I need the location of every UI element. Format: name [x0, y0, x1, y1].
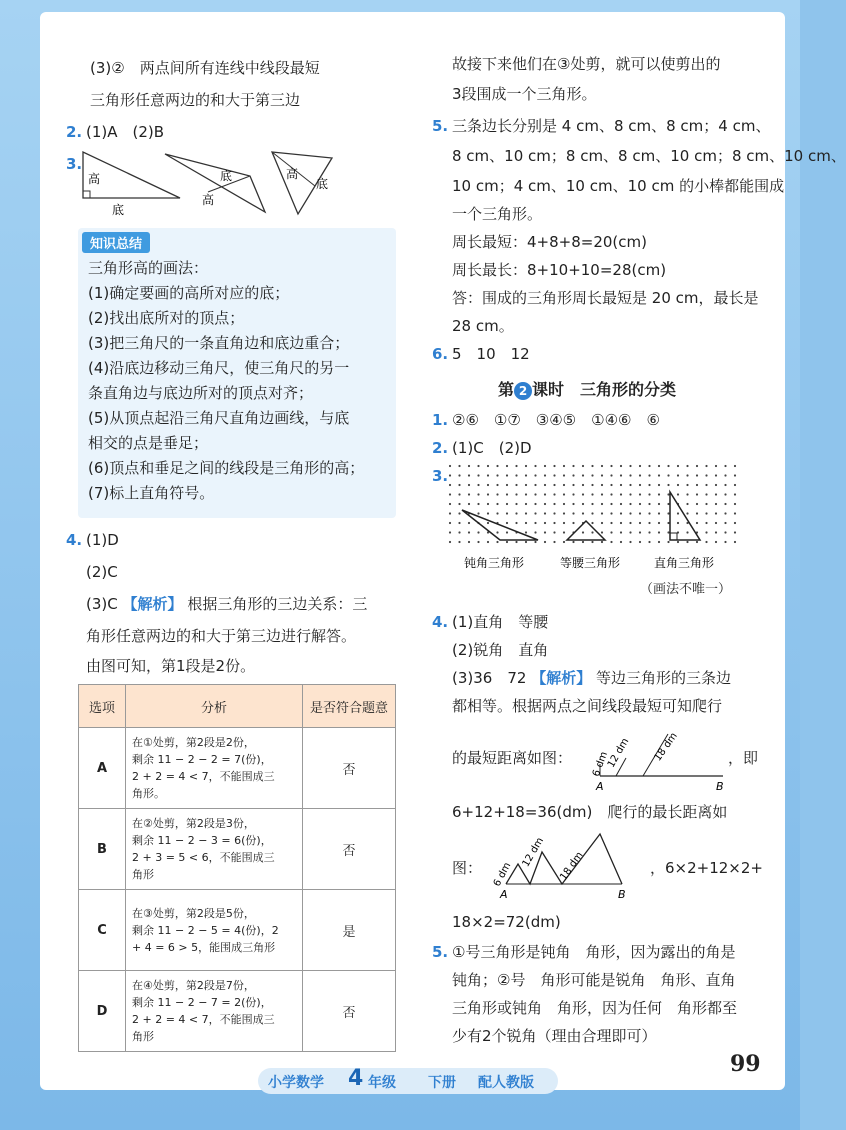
q4-3-answer: (3)C — [86, 595, 118, 613]
right-line-2: 3段围成一个三角形。 — [452, 85, 597, 103]
q4-3-text-3: 由图可知，第1段是2份。 — [86, 657, 256, 675]
analysis-line: 剩余 11 − 2 − 7 = 2(份)， — [132, 996, 272, 1009]
point-a: A — [596, 780, 604, 793]
c5-line: 少有2个锐角（理由合理即可） — [452, 1027, 657, 1045]
q5-line: 答：围成的三角形周长最短是 20 cm，最长是 — [452, 289, 759, 307]
analysis-line: 在①处剪，第2段是2份， — [132, 736, 255, 749]
c4-3-text-2: 都相等。根据两点之间线段最短可知爬行 — [452, 697, 723, 715]
right-line-1: 故接下来他们在③处剪，就可以使剪出的 — [452, 55, 721, 73]
analysis-line: 在③处剪，第2段是5份， — [132, 906, 255, 920]
analysis-line: 2 + 2 = 4 < 7，不能围成三 — [132, 1013, 275, 1026]
right-label: 直角三角形 — [654, 556, 715, 570]
c4-3-analysis-tag: 【解析】 — [531, 669, 592, 687]
c4-2: (2)锐角 直角 — [452, 641, 549, 659]
q5-line: 一个三角形。 — [452, 205, 543, 223]
analysis-line: + 4 = 6 > 5，能围成三角形 — [132, 940, 276, 954]
analysis-line: 剩余 11 − 2 − 2 = 7(份)， — [132, 753, 272, 766]
obtuse-label: 钝角三角形 — [464, 556, 525, 570]
k-line: 三角形高的画法： — [88, 259, 209, 277]
q4-1: (1)D — [86, 531, 119, 549]
triangle-2 — [165, 154, 265, 212]
q4-3-text-2: 角形任意两边的和大于第三边进行解答。 — [86, 627, 357, 645]
c4-1: (1)直角 等腰 — [452, 613, 549, 631]
analysis-cell — [126, 728, 303, 809]
dot-grid-figure — [448, 464, 748, 574]
q2-number: 2. — [66, 123, 83, 141]
analysis-table — [78, 684, 396, 1052]
c5-line: 钝角；②号 角形可能是锐角 角形、直角 — [452, 971, 736, 989]
q6-answer: 5 10 12 — [452, 345, 530, 363]
c3-number: 3. — [432, 467, 449, 485]
c4-3-text-4: ，即 — [728, 749, 759, 767]
q4-3-text: 根据三角形的三边关系：三 — [187, 595, 368, 613]
point-a: A — [500, 888, 508, 901]
answer-cell: 是 — [303, 890, 396, 971]
k-line: 相交的点是垂足； — [88, 434, 209, 452]
isosceles-label: 等腰三角形 — [560, 556, 621, 570]
q5-line: 10 cm；4 cm、10 cm、10 cm 的小棒都能围成 — [452, 177, 785, 195]
table-header: 选项 — [79, 685, 126, 728]
table-header: 分析 — [126, 685, 303, 728]
q2-answer: (1)A (2)B — [86, 123, 165, 141]
q4-3-line — [86, 594, 367, 614]
analysis-cell — [126, 971, 303, 1052]
heading-lesson-number: 2 — [514, 382, 532, 400]
k-line: (2)找出底所对的顶点； — [88, 309, 245, 327]
analysis-line: 剩余 11 − 2 − 3 = 6(份)， — [132, 834, 272, 847]
shortest-path-figure — [588, 724, 738, 796]
heading-title: 课时 三角形的分类 — [532, 380, 677, 399]
q5-line: 周长最长：8+10+10=28(cm) — [452, 261, 667, 279]
q5-line: 三条边长分别是 4 cm、8 cm、8 cm；4 cm、 — [452, 117, 771, 135]
analysis-line: 在②处剪，第2段是3份， — [132, 817, 255, 830]
option-cell: D — [79, 971, 126, 1052]
table-row — [79, 890, 396, 971]
c4-3-text-7: ，6×2+12×2+ — [650, 859, 763, 877]
drawing-note: （画法不唯一） — [640, 582, 732, 597]
q5-line: 28 cm。 — [452, 317, 514, 335]
knowledge-summary-title: 知识总结 — [82, 232, 150, 253]
dot-grid — [448, 464, 738, 548]
footer-edition: 配人教版 — [478, 1075, 534, 1091]
point-b: B — [716, 780, 724, 793]
analysis-cell — [126, 890, 303, 971]
c1-answer: ②⑥ ①⑦ ③④⑤ ①④⑥ ⑥ — [452, 411, 660, 429]
c4-3-text-5: 6+12+18=36(dm) 爬行的最长距离如 — [452, 803, 728, 821]
triangle-3-base-label: 底 — [316, 177, 329, 191]
left-line-2: 三角形任意两边的和大于第三边 — [90, 91, 301, 109]
analysis-cell — [126, 809, 303, 890]
label-6dm: 6 dm — [590, 750, 610, 779]
footer-banner — [258, 1068, 558, 1094]
table-header-row — [79, 685, 396, 728]
triangle-2-base-label: 底 — [220, 169, 233, 183]
q5-number: 5. — [432, 117, 449, 135]
option-cell: C — [79, 890, 126, 971]
c5-number: 5. — [432, 943, 449, 961]
c4-3-line — [452, 668, 731, 688]
c5-line: 三角形或钝角 角形，因为任何 角形都至 — [452, 999, 738, 1017]
c5-line: ①号三角形是钝角 角形，因为露出的角是 — [452, 943, 736, 961]
footer-grade: 年级 — [368, 1075, 396, 1091]
analysis-line: 2 + 3 = 5 < 6，不能围成三 — [132, 851, 275, 864]
k-line: (4)沿底边移动三角尺，使三角尺的另一 — [88, 359, 350, 377]
label-12dm: 12 dm — [605, 736, 632, 770]
k-line: (3)把三角尺的一条直角边和底边重合； — [88, 334, 350, 352]
analysis-line: 2 + 2 = 4 < 7，不能围成三 — [132, 770, 275, 783]
q6-number: 6. — [432, 345, 449, 363]
lesson-heading — [498, 377, 676, 400]
footer-grade-number: 4 — [348, 1066, 364, 1091]
triangle-1-base-label: 底 — [112, 203, 125, 217]
analysis-line: 角形 — [132, 868, 154, 881]
point-b: B — [618, 888, 626, 901]
c4-3-text-6: 图： — [452, 859, 483, 877]
analysis-line: 在④处剪，第2段是7份， — [132, 979, 255, 992]
table-header: 是否符合题意 — [303, 685, 396, 728]
k-line: (1)确定要画的高所对应的底； — [88, 284, 290, 302]
table-row — [79, 971, 396, 1052]
answer-cell: 否 — [303, 971, 396, 1052]
c4-3-text: 等边三角形的三条边 — [596, 669, 732, 687]
q4-number: 4. — [66, 531, 83, 549]
analysis-line: 角形。 — [132, 787, 165, 800]
q5-line: 8 cm、10 cm；8 cm、8 cm、10 cm；8 cm、10 cm、 — [452, 147, 846, 165]
k-line: (7)标上直角符号。 — [88, 484, 215, 502]
longest-path-figure — [488, 826, 638, 904]
c1-number: 1. — [432, 411, 449, 429]
footer-term: 下册 — [428, 1075, 456, 1091]
q5-line: 周长最短：4+8+8=20(cm) — [452, 233, 647, 251]
option-cell: B — [79, 809, 126, 890]
c4-3-text-3: 的最短距离如图： — [452, 749, 573, 767]
heading-prefix: 第 — [498, 380, 515, 399]
right-angle-mark — [83, 191, 90, 198]
c4-number: 4. — [432, 613, 449, 631]
left-line-1: (3)② 两点间所有连线中线段最短 — [90, 59, 320, 77]
triangle-1-height-label: 高 — [88, 172, 101, 186]
k-line: 条直角边与底边所对的顶点对齐； — [88, 384, 314, 402]
triangle-3-height-label: 高 — [286, 167, 299, 181]
analysis-line: 剩余 11 − 2 − 5 = 4(份)，2 — [132, 923, 279, 937]
c2-answer: (1)C (2)D — [452, 439, 532, 457]
k-line: (6)顶点和垂足之间的线段是三角形的高； — [88, 459, 365, 477]
label-12dm: 12 dm — [520, 835, 547, 869]
q4-3-analysis-tag: 【解析】 — [122, 595, 183, 613]
option-cell: A — [79, 728, 126, 809]
q3-triangles-figure — [80, 148, 350, 220]
page-number: 99 — [730, 1051, 761, 1077]
label-18dm: 18 dm — [558, 850, 586, 883]
q3-number: 3. — [66, 155, 83, 173]
answer-cell: 否 — [303, 728, 396, 809]
c2-number: 2. — [432, 439, 449, 457]
label-18dm: 18 dm — [652, 730, 680, 764]
k-line: (5)从顶点起沿三角尺直角边画线，与底 — [88, 409, 350, 427]
table-row — [79, 809, 396, 890]
c4-3-answer: (3)36 72 — [452, 669, 527, 687]
q4-2: (2)C — [86, 563, 118, 581]
label-6dm: 6 dm — [491, 860, 514, 889]
triangle-2-height-label: 高 — [202, 193, 215, 207]
answer-cell: 否 — [303, 809, 396, 890]
analysis-line: 角形 — [132, 1030, 154, 1043]
table-row — [79, 728, 396, 809]
footer-subject: 小学数学 — [268, 1075, 324, 1091]
c4-3-text-8: 18×2=72(dm) — [452, 913, 561, 931]
